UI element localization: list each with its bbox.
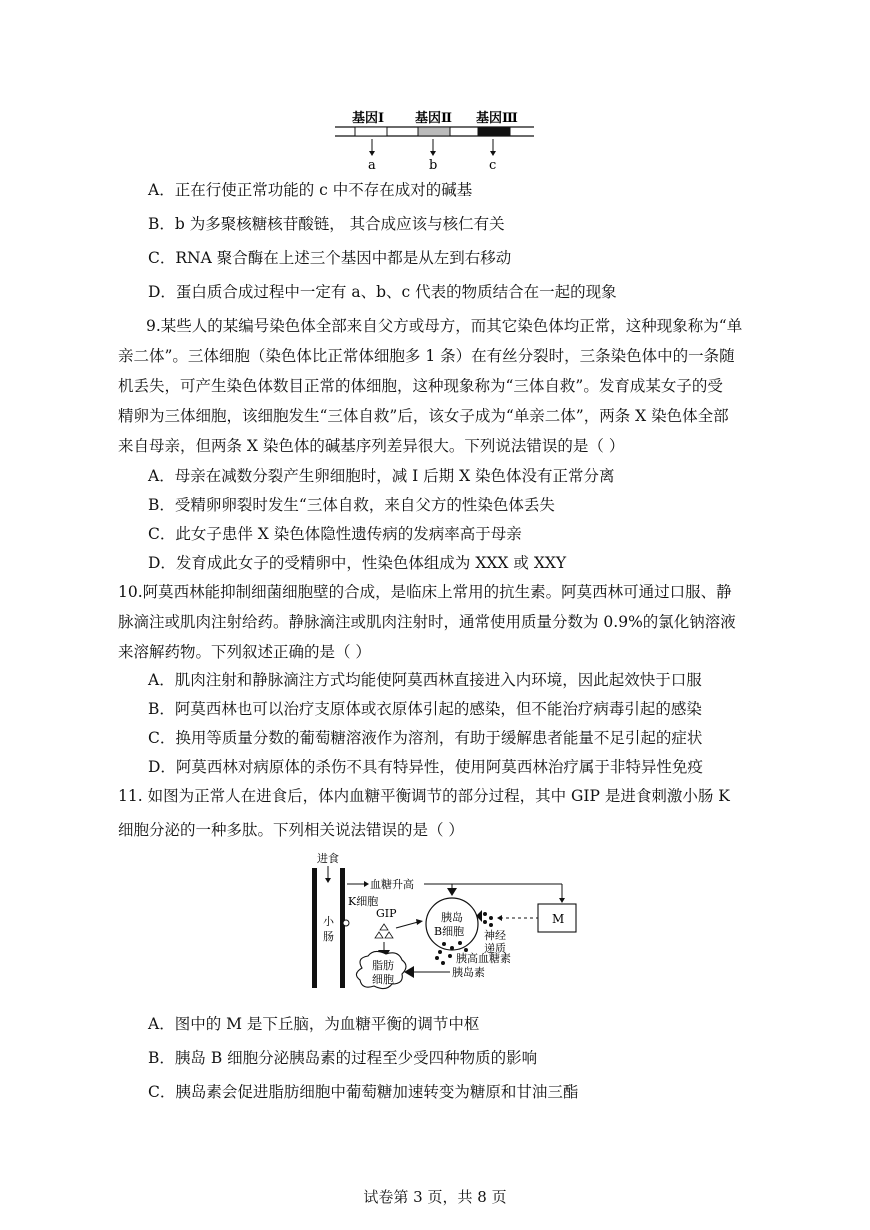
- islet-b-cell: [426, 898, 478, 950]
- q9-option-b: B．受精卵卵裂时发生“三体自救，来自父方的性染色体丢失: [148, 496, 555, 514]
- q10-option-d: D．阿莫西林对病原体的杀伤不具有特异性，使用阿莫西林治疗属于非特异性免疫: [148, 758, 703, 776]
- q8-option-d: D．蛋白质合成过程中一定有 a、b、c 代表的物质结合在一起的现象: [148, 283, 617, 301]
- q10-line-2: 脉滴注或肌肉注射给药。静脉滴注或肌肉注射时，通常使用质量分数为 0.9%的氯化钠溶液: [118, 613, 736, 631]
- q10-option-b: B．阿莫西林也可以治疗支原体或衣原体引起的感染，但不能治疗病毒引起的感染: [148, 700, 702, 718]
- q10-option-a: A．肌肉注射和静脉滴注方式均能使阿莫西林直接进入内环境，因此起效快于口服: [148, 671, 702, 689]
- q8-option-c: C．RNA 聚合酶在上述三个基因中都是从左到右移动: [148, 249, 512, 267]
- q9-line-1: 9.某些人的某编号染色体全部来自父方或母方，而其它染色体均正常，这种现象称为“单: [146, 317, 743, 335]
- q9-line-2: 亲二体”。三体细胞（染色体比正常体细胞多 1 条）在有丝分裂时，三条染色体中的一条随: [118, 347, 735, 365]
- q11-option-b: B．胰岛 B 细胞分泌胰岛素的过程至少受四种物质的影响: [148, 1049, 538, 1067]
- shenjing-2: 递质: [484, 942, 506, 955]
- xiaochang-2: 肠: [323, 930, 334, 943]
- jinshi-label: 进食: [317, 852, 339, 865]
- page-footer: 试卷第 3 页，共 8 页: [363, 1188, 507, 1206]
- q8-option-a: A．正在行使正常功能的 c 中不存在成对的碱基: [148, 181, 473, 199]
- gene-3-box: [478, 127, 510, 136]
- q9-line-5: 来自母亲，但两条 X 染色体的碱基序列差异很大。下列说法错误的是（ ）: [118, 437, 625, 455]
- q9-line-4: 精卵为三体细胞，该细胞发生“三体自救”后，该女子成为“单亲二体”，两条 X 染色体全部: [118, 407, 729, 425]
- gene-1-label: 基因Ⅰ: [352, 111, 385, 126]
- xiaochang-1: 小: [323, 915, 334, 928]
- q8-option-b: B．b 为多聚核糖核苷酸链， 其合成应该与核仁有关: [148, 215, 505, 233]
- gene-3-label: 基因Ⅲ: [476, 111, 518, 126]
- product-a: a: [368, 158, 376, 173]
- blood-sugar-diagram: [300, 850, 590, 1000]
- q11-option-c: C．胰岛素会促进脂肪细胞中葡萄糖加速转变为糖原和甘油三酯: [148, 1083, 579, 1101]
- yidao-2: B细胞: [434, 925, 465, 938]
- xuetang-label: 血糖升高: [370, 878, 414, 891]
- q10-option-c: C．换用等质量分数的葡萄糖溶液作为溶剂，有助于缓解患者能量不足引起的症状: [148, 729, 703, 747]
- gene-2-box: [418, 127, 450, 136]
- zhifang-2: 细胞: [372, 973, 394, 986]
- yidaosu-label: 胰岛素: [452, 966, 485, 979]
- shenjing-1: 神经: [484, 929, 506, 942]
- m-label: M: [552, 912, 565, 926]
- product-c: c: [489, 158, 497, 173]
- yidao-1: 胰岛: [441, 911, 463, 924]
- q9-option-c: C．此女子患伴 X 染色体隐性遗传病的发病率高于母亲: [148, 525, 522, 543]
- gaoxue-label: 胰高血糖素: [456, 952, 511, 965]
- zhifang-1: 脂肪: [372, 959, 394, 972]
- q9-line-3: 机丢失，可产生染色体数目正常的体细胞，这种现象称为“三体自救”。发育成某女子的受: [118, 377, 723, 395]
- intestine-wall-right: [340, 868, 345, 988]
- q9-option-a: A．母亲在减数分裂产生卵细胞时，减 I 后期 X 染色体没有正常分离: [148, 467, 615, 485]
- gene-2-label: 基因Ⅱ: [415, 111, 452, 126]
- q10-line-3: 来溶解药物。下列叙述正确的是（ ）: [118, 643, 371, 661]
- q10-line-1: 10.阿莫西林能抑制细菌细胞壁的合成，是临床上常用的抗生素。阿莫西林可通过口服、静: [118, 583, 732, 601]
- gene-diagram: [330, 106, 540, 176]
- gip-label: GIP: [376, 907, 397, 920]
- q11-line-2: 细胞分泌的一种多肽。下列相关说法错误的是（ ）: [118, 821, 464, 839]
- q11-line-1: 11. 如图为正常人在进食后，体内血糖平衡调节的部分过程，其中 GIP 是进食刺激小肠 K: [118, 787, 730, 805]
- gene-1-box: [355, 127, 387, 136]
- product-b: b: [429, 158, 438, 173]
- kcell-label: K细胞: [348, 895, 379, 908]
- q11-option-a: A．图中的 M 是下丘脑，为血糖平衡的调节中枢: [148, 1015, 480, 1033]
- intestine-wall-left: [312, 868, 317, 988]
- q9-option-d: D．发育成此女子的受精卵中，性染色体组成为 XXX 或 XXY: [148, 554, 567, 572]
